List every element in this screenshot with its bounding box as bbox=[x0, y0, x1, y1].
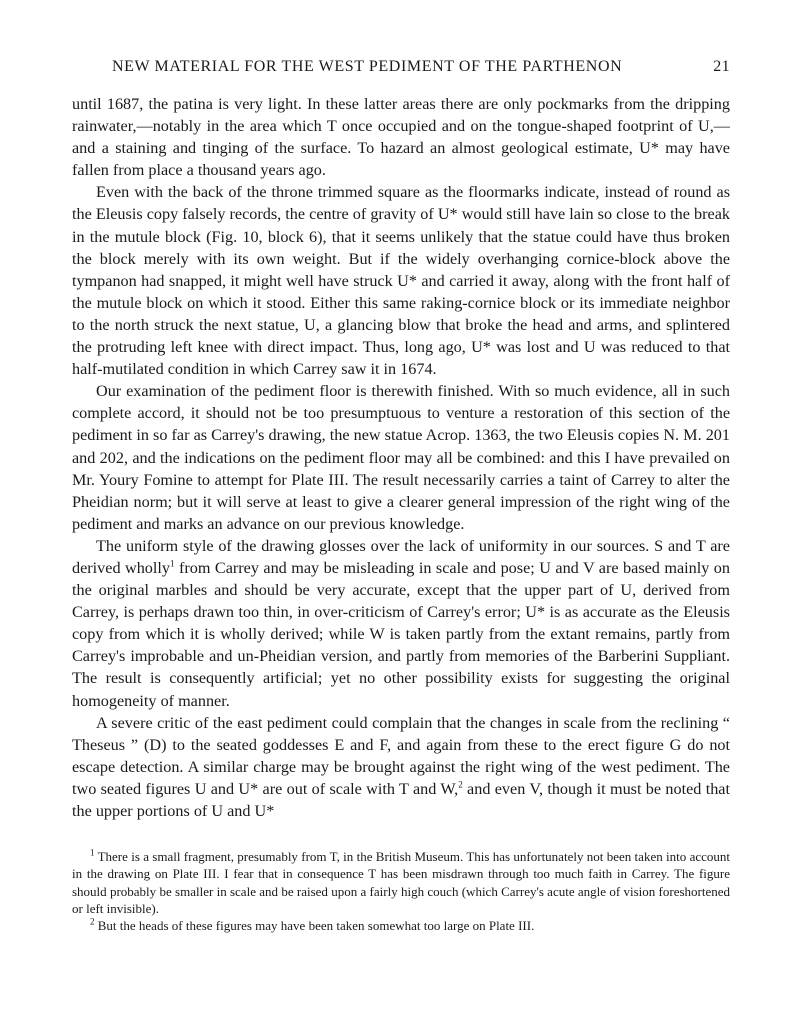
paragraph-text: and even V, though it must be noted that the upper portions of U and U* bbox=[72, 779, 730, 820]
footnote-reference[interactable]: 2 bbox=[458, 779, 463, 790]
paragraph-restoration: Our examination of the pediment floor is therewith finished. With so much evidence, all in such complete accord, it should not be too presumptuous to venture a restoration of this section of the pediment in so far as Carrey's drawing, the new statue Acrop. 1363, the two Eleusis copies N. M. 201 and 202, and the indications on the pediment floor may all be combined: and this I have prevailed on Mr. Youry Fomine to attempt for Plate III. The result necessarily carries a taint of Carrey to alter the Pheidian norm; but it will serve at least to give a clearer general impression of the right wing of the pediment and marks an advance on our previous knowledge. bbox=[72, 382, 730, 533]
body-text bbox=[72, 93, 730, 822]
footnote bbox=[72, 848, 730, 917]
footnotes bbox=[72, 848, 730, 934]
footnote-mark: 2 bbox=[90, 916, 95, 927]
paragraph-severe-critic bbox=[72, 712, 730, 822]
paragraph-centre-of-gravity: Even with the back of the throne trimmed square as the floormarks indicate, instead of round as the Eleusis copy falsely records, the centre of gravity of U* would still have lain so close to the break in the mutule block (Fig. 10, block 6), that it seems unlikely that the statue could have thus broken the block merely with its own weight. But if the widely overhanging cornice-block above the tympanon had snapped, it might well have struck U* and carried it away, along with the front half of the mutule block on which it stood. Either this same raking-cornice block or its immediate neighbor to the north struck the next statue, U, a glancing blow that broke the head and arms, and splintered the protruding left knee with direct impact. Thus, long ago, U* was lost and U was reduced to that half-mutilated condition in which Carrey saw it in 1674. bbox=[72, 183, 730, 379]
paragraph-uniform-style bbox=[72, 535, 730, 712]
footnote-text: But the heads of these figures may have been taken somewhat too large on Plate III. bbox=[94, 917, 535, 933]
paragraph-continuation: until 1687, the patina is very light. In these latter areas there are only pockmarks from the dripping rainwater,—notably in the area which T once occupied and on the tongue-shaped footprint of U,—and a staining and tinging of the surface. To hazard an almost geological estimate, U* may have fallen from place a thousand years ago. bbox=[72, 95, 730, 180]
footnote-mark: 1 bbox=[90, 847, 95, 858]
paragraph-text: A severe critic of the east pediment could complain that the changes in scale from the reclining “ Theseus ” (D) to the seated goddesses E and F, and again from these to the erect figure G do not escape detection. A similar charge may be brought against the right wing of the west pediment. The two seated figures U and U* are out of scale with T and W, bbox=[72, 713, 730, 798]
page bbox=[72, 58, 730, 934]
running-head-title: NEW MATERIAL FOR THE WEST PEDIMENT OF THE PARTHENON bbox=[112, 58, 623, 75]
page-number: 21 bbox=[713, 58, 730, 75]
footnote-text: There is a small fragment, presumably from T, in the British Museum. This has unfortunately not been taken into account in the drawing on Plate III. I fear that in consequence T has been misdrawn through too much faith in Carrey. The figure should probably be smaller in scale and be raised upon a fairly high couch (which Carrey's acute angle of vision foreshortened or left invisible). bbox=[72, 849, 730, 916]
running-head bbox=[112, 58, 730, 76]
paragraph-text: The uniform style of the drawing glosses over the lack of uniformity in our sources. S and T are derived wholly bbox=[72, 536, 730, 577]
paragraph-text: from Carrey and may be misleading in scale and pose; U and V are based mainly on the original marbles and should be very accurate, except that the upper part of U, derived from Carrey, is perhaps drawn too thin, in over-criticism of Carrey's error; U* is as accurate as the Eleusis copy from which it is wholly derived; while W is taken partly from the extant remains, partly from Carrey's improbable and un-Pheidian version, and partly from memories of the Barberini Suppliant. The result is consequently artificial; yet no other possibility exists for suggesting the original homogeneity of manner. bbox=[72, 558, 730, 710]
footnote-reference[interactable]: 1 bbox=[169, 558, 175, 569]
footnote bbox=[72, 917, 730, 934]
